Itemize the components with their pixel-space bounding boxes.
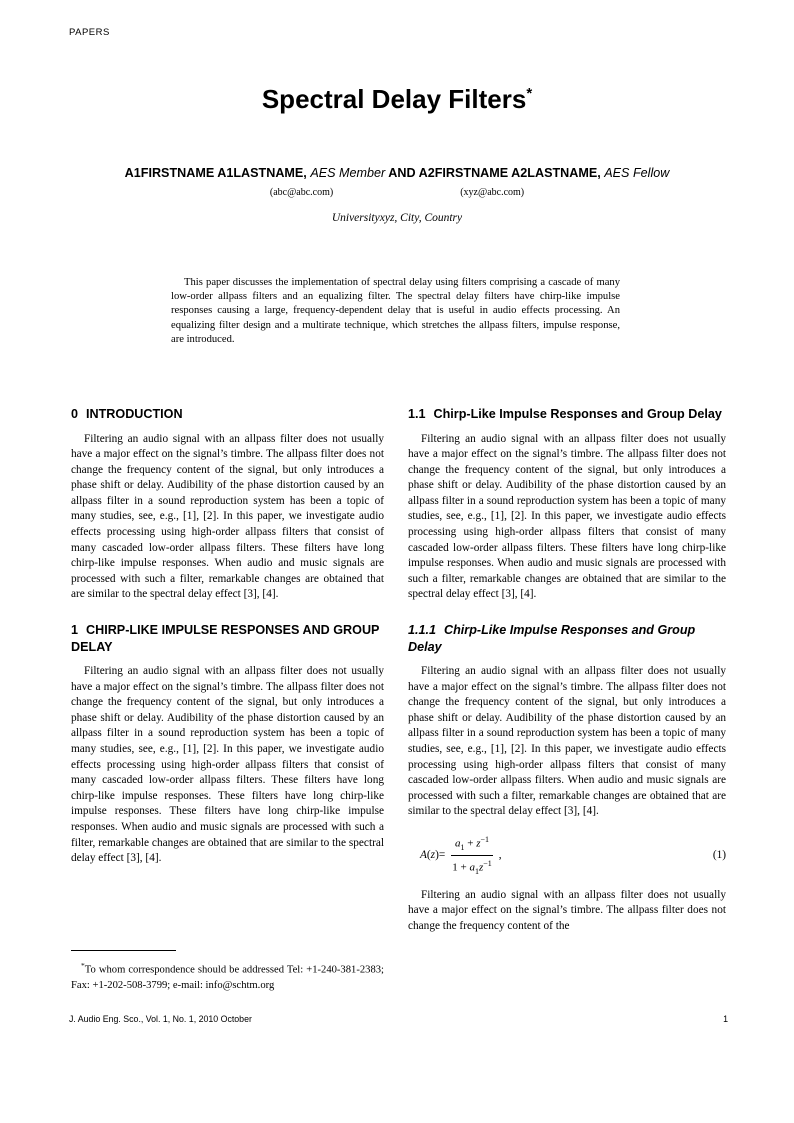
equation-lhs-open-paren: ( — [426, 848, 431, 861]
section-heading-1-1 — [408, 406, 726, 423]
running-head: PAPERS — [69, 27, 110, 38]
section-title: Chirp-Like Impulse Responses and Group Delay — [433, 407, 722, 421]
right-column — [408, 406, 726, 934]
equation-lhs-A: A — [420, 848, 427, 861]
equation-denominator — [448, 856, 496, 878]
page-number: 1 — [723, 1014, 728, 1024]
denominator-one-plus: 1 + — [452, 861, 470, 874]
denominator-a-subscript: 1 — [474, 866, 479, 876]
section-title: Chirp-Like Impulse Responses and Group Delay — [408, 623, 696, 654]
equation-body — [420, 833, 502, 878]
equation-equals: = — [438, 848, 446, 861]
byline-conjunction: AND — [388, 166, 416, 180]
correspondence-footnote — [71, 950, 384, 993]
equation-fraction — [448, 833, 496, 878]
numerator-plus: + — [464, 837, 477, 850]
author2-name: A2FIRSTNAME A2LASTNAME, — [418, 166, 601, 180]
author-emails — [0, 187, 794, 198]
section-0-paragraph: Filtering an audio signal with an allpass filter does not usually have a major effect on the signal’s timbre. The allpass filter does not change the frequency content of the signal, but only introduces a phase shift or delay. Audibility of the phase distortion caused by an allpass filter in a sound reproduction system has been a topic of many studies, see, e.g., [1], [2]. In this paper, we investigate audio effects processing using high-order allpass filters that consist of many cascaded low-order allpass filters. These filters have long chirp-like impulse responses. When audio and music signals are processed with such a filter, remarkable changes are obtained that are similar to the spectral delay effect [3], [4]. — [71, 432, 384, 601]
denominator-a: a — [469, 861, 475, 874]
equation-comma: , — [498, 848, 502, 861]
section-1-paragraph: Filtering an audio signal with an allpass filter does not usually have a major effect on the signal’s timbre. The allpass filter does not change the frequency content of the signal, but only introduces a phase shift or delay. Audibility of the phase distortion caused by an allpass filter in a sound reproduction system has been a topic of many studies, see, e.g., [1], [2]. In this paper, we investigate audio effects processing using high-order allpass filters that consist of many cascaded low-order allpass filters. These filters have long chirp-like impulse responses. These filters have long chirp-like impulse responses. These filters have long chirp-like impulse responses. When audio and music signals are processed with such a filter, remarkable changes are obtained that are similar to the spectral delay effect [3], [4]. — [71, 665, 384, 865]
equation-number: (1) — [712, 848, 726, 861]
numerator-a-subscript: 1 — [460, 842, 465, 852]
section-title: INTRODUCTION — [86, 407, 183, 421]
numerator-z: z — [476, 837, 481, 850]
equation-1 — [408, 833, 726, 878]
denominator-z: z — [478, 861, 484, 874]
byline — [0, 166, 794, 180]
footnote-rule — [71, 950, 176, 951]
title-footnote-marker: * — [526, 85, 533, 102]
paper-title — [0, 84, 794, 115]
footnote-marker: * — [81, 961, 85, 970]
journal-citation: J. Audio Eng. Sco., Vol. 1, No. 1, 2010 October — [69, 1014, 252, 1024]
author1-name: A1FIRSTNAME A1LASTNAME, — [124, 166, 307, 180]
numerator-z-exponent: −1 — [480, 834, 489, 844]
section-number: 1.1 — [408, 407, 426, 421]
section-heading-1 — [71, 622, 384, 655]
equation-lhs-close-paren: ) — [435, 848, 439, 861]
section-1-1-paragraph: Filtering an audio signal with an allpass filter does not usually have a major effect on the signal’s timbre. The allpass filter does not change the frequency content of the signal, but only introduces a phase shift or delay. Audibility of the phase distortion caused by an allpass filter in a sound reproduction system has been a topic of many studies, see, e.g., [1], [2]. In this paper, we investigate audio effects processing using high-order allpass filters that consist of many cascaded low-order allpass filters. These filters have long chirp-like impulse responses. When audio and music signals are processed with such a filter, remarkable changes are obtained that are similar to the spectral delay effect [3], [4]. — [408, 432, 726, 601]
section-title: CHIRP-LIKE IMPULSE RESPONSES AND GROUP DELAY — [71, 623, 380, 654]
abstract: This paper discusses the implementation of spectral delay using filters comprising a cascade of many low-order allpass filters and an equalizing filter. The spectral delay filters have chirp-like impulse responses causing a large, frequency-dependent delay that is useful in audio effects processing. An equalizing filter design and a multirate technique, which stretches the allpass filters, impulse response, are introduced. — [171, 277, 620, 345]
footnote-body: To whom correspondence should be addressed Tel: +1-240-381-2383; Fax: +1-202-508-3799; e-mail: info@schtm.org — [71, 964, 384, 991]
equation-numerator — [451, 833, 493, 856]
author2-role: AES Fellow — [604, 166, 670, 180]
denominator-z-exponent: −1 — [483, 858, 492, 868]
paper-title-text: Spectral Delay Filters — [261, 84, 527, 114]
numerator-a: a — [454, 837, 461, 850]
author2-email: (xyz@abc.com) — [460, 187, 525, 198]
section-heading-1-1-1 — [408, 622, 726, 655]
section-1-1-1-paragraph: Filtering an audio signal with an allpass filter does not usually have a major effect on the signal’s timbre. The allpass filter does not change the frequency content of the signal, but only introduces a phase shift or delay. Audibility of the phase distortion caused by an allpass filter in a sound reproduction system has been a topic of many studies, see, e.g., [1], [2]. In this paper, we investigate audio effects processing using high-order allpass filters that consist of many cascaded low-order allpass filters. When audio and music signals are processed with such a filter, remarkable changes are obtained that are similar to the spectral delay effect [3], [4]. — [408, 665, 726, 818]
section-number: 1 — [71, 623, 79, 638]
section-number: 1.1.1 — [408, 623, 437, 638]
equation-lhs-z: z — [430, 848, 436, 861]
footnote-text — [71, 958, 384, 993]
affiliation: Universityxyz, City, Country — [331, 212, 463, 224]
author1-email: (abc@abc.com) — [269, 187, 334, 198]
after-equation-paragraph: Filtering an audio signal with an allpass filter does not usually have a major effect on the signal’s timbre. The allpass filter does not change the frequency content of the — [408, 888, 726, 932]
section-heading-0 — [71, 406, 384, 423]
section-number: 0 — [71, 407, 79, 421]
left-column — [71, 406, 384, 867]
author1-role: AES Member — [310, 166, 386, 180]
